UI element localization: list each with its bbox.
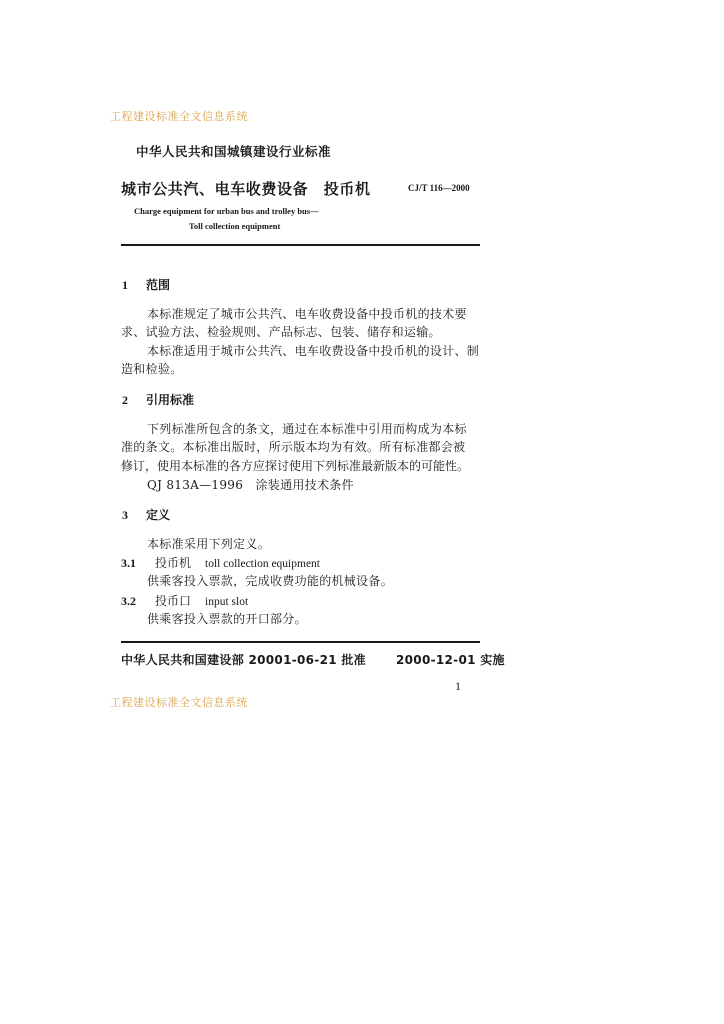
header-rule [121,244,480,246]
definition-number: 3.1 [121,556,136,570]
page-number: 1 [455,679,461,693]
paragraph-line: 修订，使用本标准的各方应探讨使用下列标准最新版本的可能性。 [121,459,470,473]
paragraph-line: 准的条文。本标准出版时，所示版本均为有效。所有标准都会被 [121,440,466,454]
english-title-line1: Charge equipment for urban bus and trolley bus— [134,206,319,216]
definition-term: 投币口 [155,594,192,608]
reference-standard: QJ 813A—1996 涂装通用技术条件 [147,478,354,492]
definition-text: 供乘客投入票款的开口部分。 [147,612,307,626]
document-title: 城市公共汽、电车收费设备 投币机 [121,180,371,198]
definitions-intro: 本标准采用下列定义。 [147,537,271,551]
paragraph-line: 下列标准所包含的条文，通过在本标准中引用而构成为本标 [147,422,467,436]
section-heading [122,276,170,293]
paragraph-line: 本标准适用于城市公共汽、电车收费设备中投币机的设计、制 [147,344,480,358]
definition-english: input slot [205,596,249,608]
definition-term: 投币机 [155,556,192,570]
english-title-line2: Toll collection equipment [189,221,281,231]
section-title: 定义 [146,508,171,522]
definition-english: toll collection equipment [205,558,320,570]
paragraph-line: 造和检验。 [121,362,183,376]
section-heading [122,506,170,523]
paragraph-line: 求、试验方法、检验规则、产品标志、包装、储存和运输。 [121,325,441,339]
section-number: 2 [122,393,128,407]
section-title: 引用标准 [146,393,195,407]
definition-text: 供乘客投入票款，完成收费功能的机械设备。 [147,574,394,588]
paragraph-line: 本标准规定了城市公共汽、电车收费设备中投币机的技术要 [147,307,467,321]
watermark-top: 工程建设标准全文信息系统 [110,110,248,123]
footer-rule [121,641,480,643]
definition-number: 3.2 [121,594,136,608]
section-title: 范围 [146,278,171,292]
watermark-bottom: 工程建设标准全文信息系统 [110,696,248,709]
standard-code: CJ/T 116—2000 [408,183,470,193]
section-heading [122,391,194,408]
section-number: 3 [122,508,128,522]
issuing-organization: 中华人民共和国城镇建设行业标准 [136,144,332,159]
approval-statement: 中华人民共和国建设部 20001-06-21 批准 [121,653,366,667]
section-number: 1 [122,278,128,292]
definition-term-row [121,592,248,609]
definition-term-row [121,554,320,571]
implementation-date: 2000-12-01 实施 [396,653,505,667]
